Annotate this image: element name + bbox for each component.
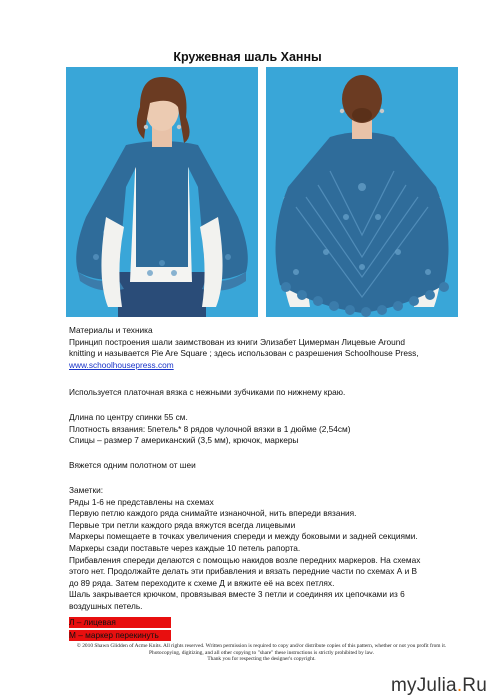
copyright-notice [69, 643, 454, 663]
materials-line-2: knitting и называется Pie Are Square ; здесь использован с разрешения Schoolhouse Press, [69, 348, 419, 359]
note-line: Ряды 1-6 не представлены на схемах [69, 496, 214, 507]
method-text: Вяжется одним полотном от шеи [69, 460, 196, 470]
note-line: Первые три петли каждого ряда вяжутся всегда лицевыми [69, 519, 296, 530]
photo-back-view [266, 67, 458, 317]
spec-needles: Спицы – размер 7 американский (3,5 мм), крючок, маркеры [69, 435, 299, 446]
note-line: воздушных петель. [69, 600, 143, 611]
note-line: Шаль закрывается крючком, провязывая вместе 3 петли и соединяя их цепочками из 6 [69, 589, 405, 600]
page-title: Кружевная шаль Ханны [173, 50, 322, 64]
spec-gauge: Плотность вязания: 5петель* 8 рядов чулочной вязки в 1 дюйме (2,54см) [69, 423, 351, 434]
model-front-illustration [66, 67, 258, 317]
note-line: Первую петлю каждого ряда снимайте изнаночной, нить впереди вязания. [69, 508, 357, 519]
copyright-line-1: © 2010 Shawn Glidden of Acme Knits. All rights reserved. Written permission is required to copy and/or distribute copies of this pattern, [76, 643, 374, 649]
spec-length: Длина по центру спинки 55 см. [69, 412, 188, 422]
model-back-illustration [266, 67, 458, 317]
legend-marker-move: М – маркер перекинуть [69, 630, 171, 641]
note-line: Маркеры сзади поставьте через каждые 10 петель рапорта. [69, 542, 301, 553]
notes-section [69, 485, 454, 613]
site-watermark [391, 675, 487, 697]
specs-section [69, 412, 454, 447]
copyright-line-3: Thank you for respecting the designer's copyright. [207, 656, 316, 663]
schoolhousepress-link[interactable]: www.schoolhousepress.com [69, 359, 174, 370]
legend-knit-stitch: Л – лицевая [69, 617, 171, 628]
materials-heading: Материалы и техника [69, 325, 153, 335]
method-section [69, 460, 454, 472]
note-line: этого нет. Продолжайте делать эти прибавления и вязать передние части по схемах А и В [69, 566, 418, 577]
technique-text: Используется платочная вязка с нежными зубчиками по нижнему краю. [69, 387, 346, 397]
watermark-name: myJulia [391, 675, 457, 696]
copyright-line-2: whether or not you profit from it. Photocopying, digitizing, and all other copying to "share" these instructions is strictly prohibited by law. [149, 643, 447, 656]
note-line: Прибавления спереди делаются с помощью накидов возле передних маркеров. На схемах [69, 554, 421, 565]
notes-heading: Заметки: [69, 485, 104, 495]
materials-line-1: Принцип построения шали заимствован из книги Элизабет Цимерман Лицевые Around [69, 336, 405, 347]
materials-section [69, 325, 454, 371]
watermark-tld: Ru [462, 675, 487, 696]
watermark-dot: . [456, 675, 463, 696]
note-line: Маркеры помещаете в точках увеличения спереди и между боковыми и задней секциями. [69, 531, 418, 542]
technique-section [69, 387, 454, 399]
note-line: до 89 ряда. Затем переходите к схеме Д и вяжите её на всех петлях. [69, 577, 335, 588]
photo-front-view [66, 67, 258, 317]
